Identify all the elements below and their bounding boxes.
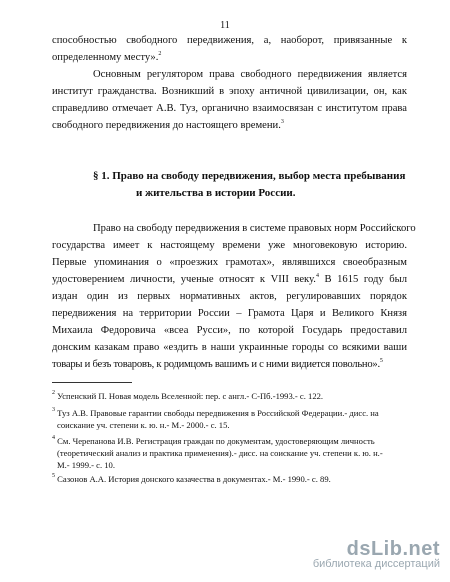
footnote-ref-2: 2 — [158, 51, 162, 57]
footnote-2: $^2$ Успенский П. Новая модель Вселенной: пер. с англ.- С-Пб.-1993.- с. 122. — [52, 390, 324, 401]
paragraph-2-line-2: институт гражданства. Возникший в эпоху античной цивилизации, он, как — [52, 86, 407, 97]
paragraph-3-line-3: Первые упоминания о «проезжих грамотах», являвшихся своеобразным — [52, 257, 407, 268]
watermark-logo: dsLib.net — [346, 538, 440, 560]
paragraph-3-line-4: удостоверением личности, ученые относят к VIII веку.$^4$ В 1615 году был — [52, 273, 407, 285]
paragraph-2-line-4: свободного передвижения до настоящего времени.$^3$ — [52, 119, 284, 131]
section-heading-line-1: § 1. Право на свободу передвижения, выбор места пребывания — [93, 170, 406, 182]
paragraph-3-line-9: товары и безъ товаровъ, к родимцомъ вашимъ и с ними видиется повольно».$^5$ — [52, 358, 383, 370]
footnote-3-line-2: соискание уч. степени к. ю. н.- М.- 2000.- с. 15. — [57, 420, 230, 430]
paragraph-3-line-8: донским казакам право «ездить в наши украинные городы со всякими ваши — [52, 342, 407, 353]
footnote-5: $^5$ Сазонов А.А. История донского казачества в документах.- М.- 1990.- с. 89. — [52, 473, 331, 484]
paragraph-3-line-2: государства имеет к настоящему времени уже многовековую историю. — [52, 240, 407, 251]
page-number: 11 — [220, 20, 230, 31]
footnote-ref-4: 4 — [315, 273, 319, 279]
watermark — [313, 538, 440, 570]
paragraph-3-line-7: Михаила Федоровича «всеа Русси», по которой Государь предоставил — [52, 325, 407, 336]
paragraph-1-line-1: способностью свободного передвижения, а, наоборот, привязанные к — [52, 35, 407, 46]
footnote-separator — [52, 382, 132, 383]
footnote-4-line-3: М.- 1999.- с. 10. — [57, 460, 115, 470]
paragraph-2-line-1: Основным регулятором права свободного передвижения является — [93, 69, 407, 80]
paragraph-3-line-1: Право на свободу передвижения в системе правовых норм Российского — [93, 223, 416, 234]
paragraph-3-line-5: издан один из первых нормативных актов, регулировавших порядок — [52, 291, 407, 302]
footnote-ref-3: 3 — [280, 119, 284, 125]
paragraph-2-line-3: справедливо отмечает А.В. Туз, органично взаимосвязан с институтом права — [52, 103, 407, 114]
paragraph-1-line-2: определенному месту».$^2$ — [52, 51, 162, 63]
footnote-3-line-1: $^3$ Туз А.В. Правовые гарантии свободы передвижения в Российской Федерации.- дисс. на — [52, 407, 379, 418]
footnote-ref-5: 5 — [379, 358, 383, 364]
footnote-4-line-1: $^4$ См. Черепанова И.В. Регистрация граждан по документам, удостоверяющим личность — [52, 435, 375, 446]
footnote-4-line-2: (теоретический анализ и практика применения).- дисс. на соискание уч. степени к. ю. н.- — [57, 448, 383, 458]
paragraph-3-line-6: передвижения на территории России – Грамота Царя и Великого Князя — [52, 308, 407, 319]
watermark-subtitle: библиотека диссертаций — [312, 558, 440, 570]
section-heading-line-2: и жительства в истории России. — [136, 187, 296, 199]
